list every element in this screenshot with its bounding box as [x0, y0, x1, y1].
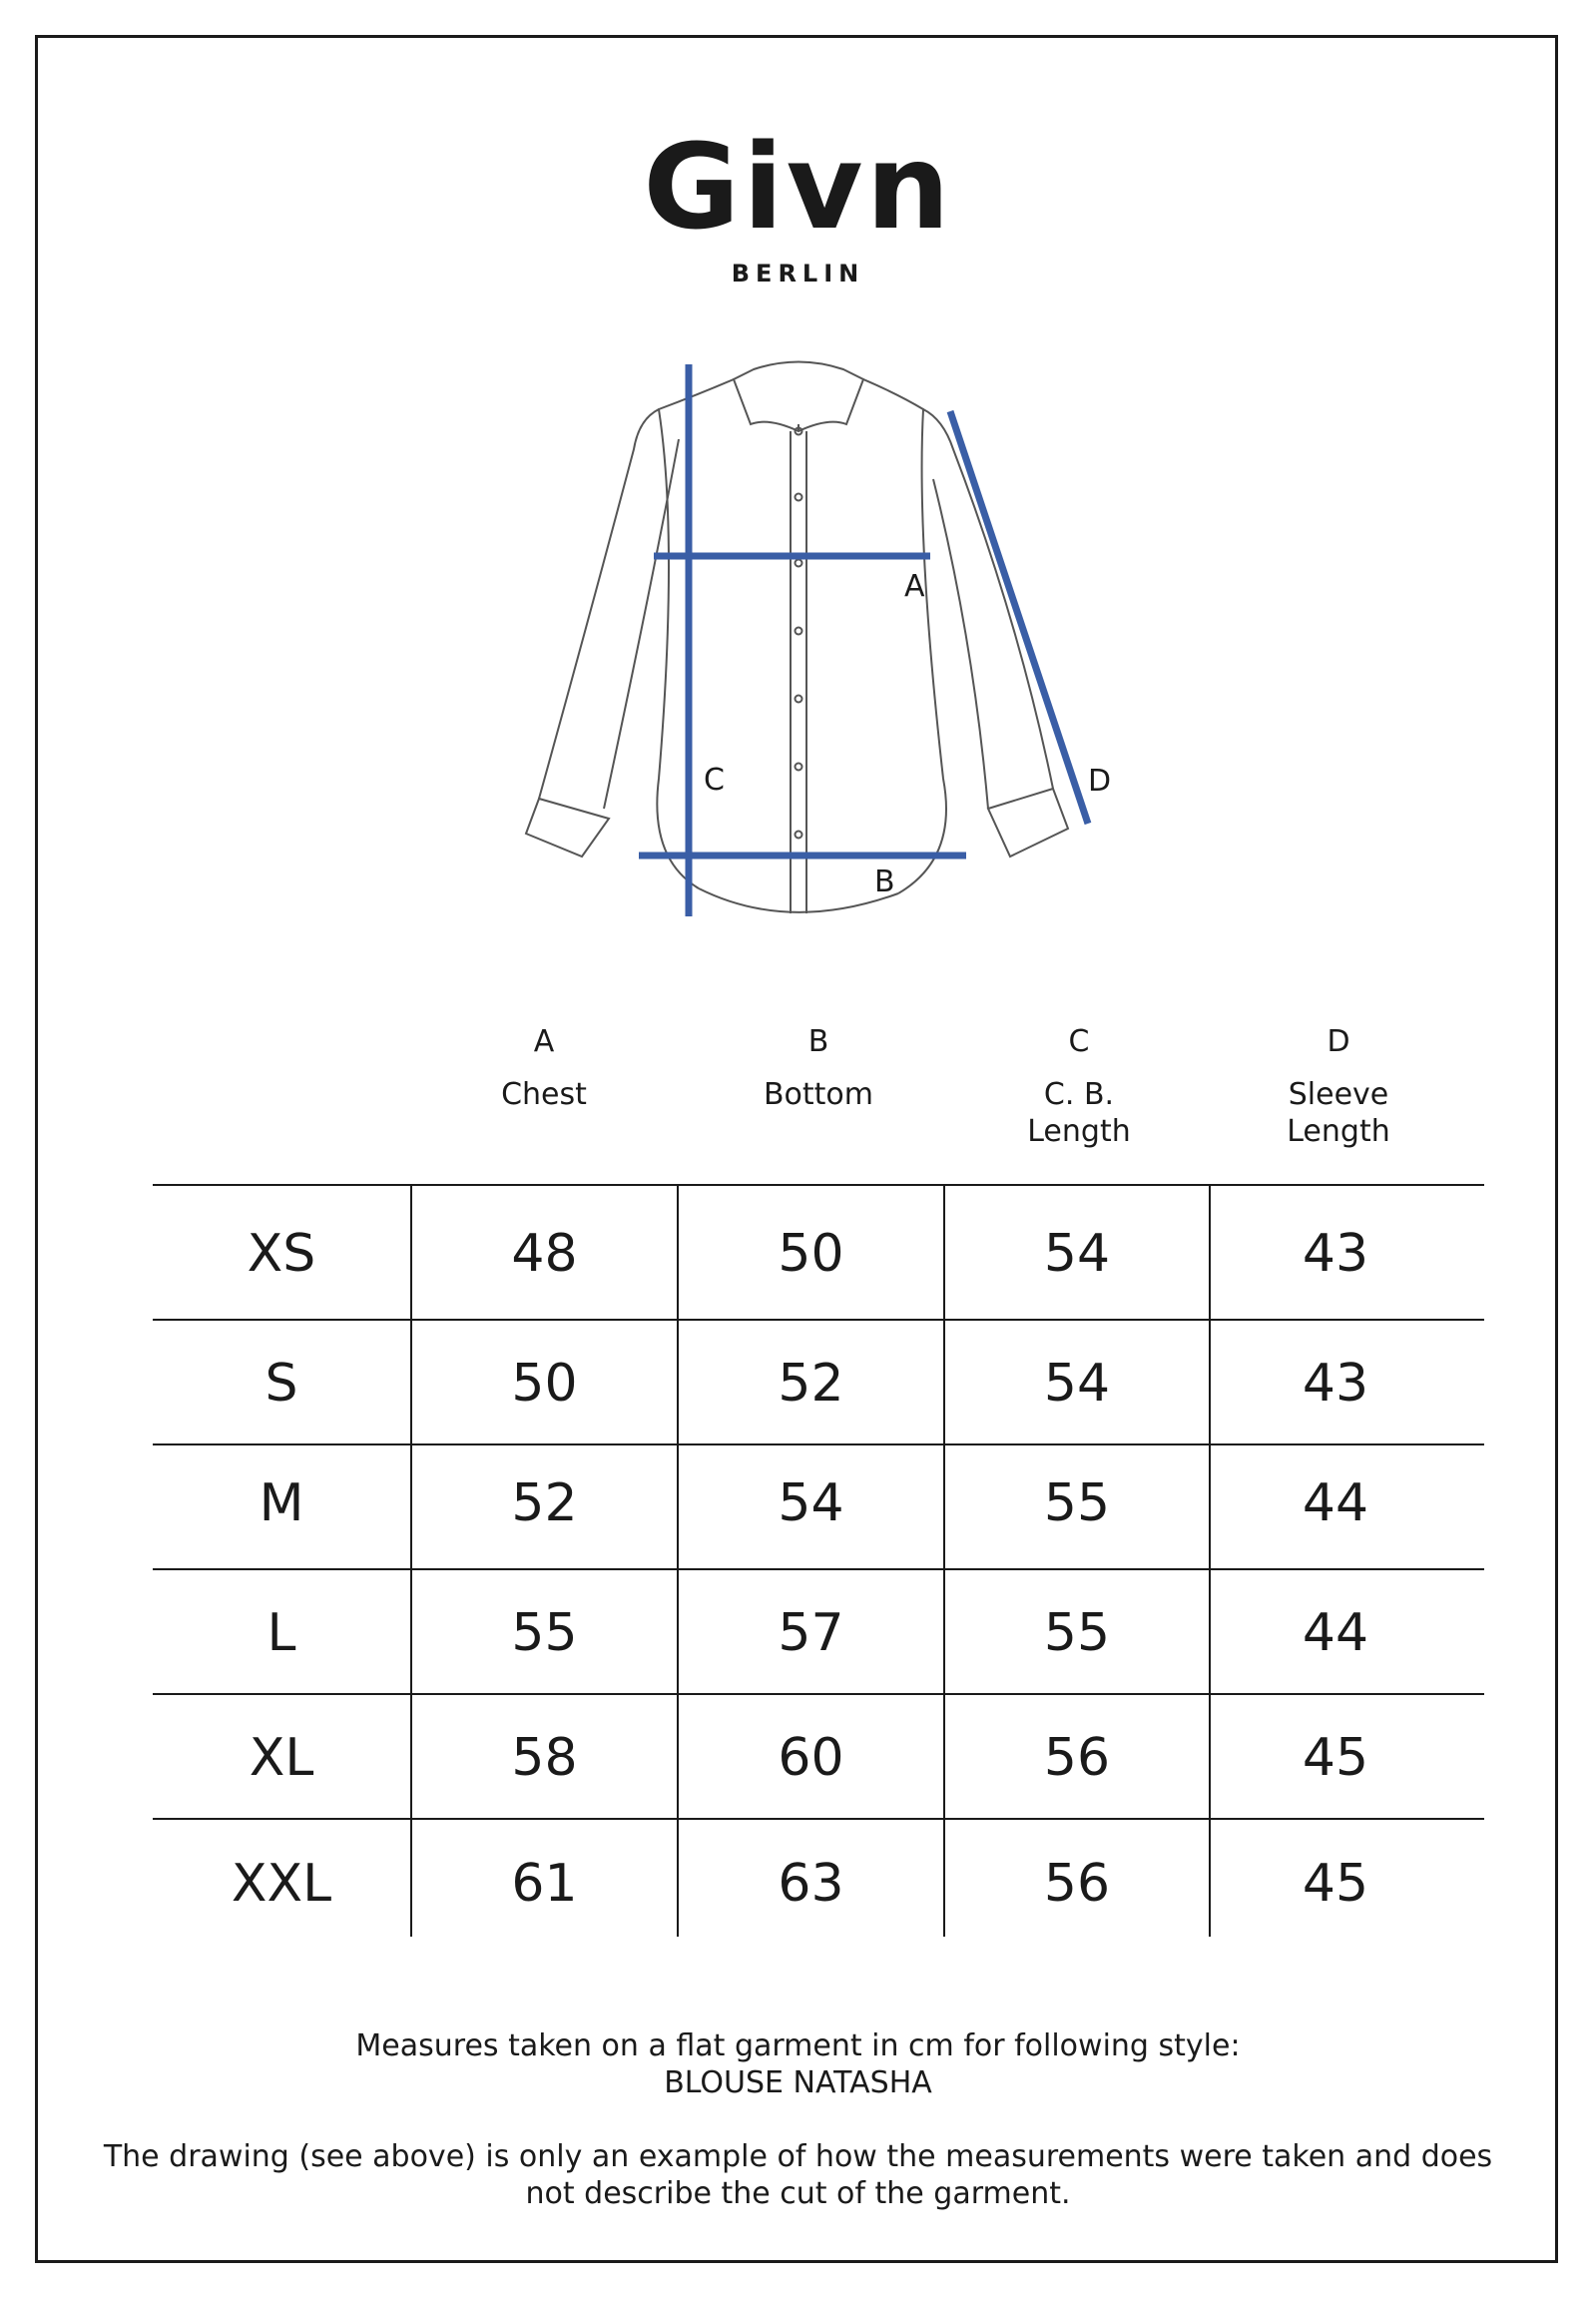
table-cell: 43	[1302, 1224, 1369, 1284]
table-divider	[410, 1185, 412, 1937]
size-label: L	[266, 1603, 296, 1663]
table-cell: 52	[511, 1473, 578, 1533]
table-cell: 50	[511, 1354, 578, 1414]
column-name: Length	[1027, 1114, 1131, 1149]
column-name: Chest	[501, 1077, 587, 1112]
table-cell: 54	[778, 1473, 844, 1533]
column-name: C. B.	[1043, 1077, 1115, 1112]
table-cell: 61	[511, 1854, 578, 1914]
column-header-d	[1209, 1023, 1468, 1150]
table-rule	[153, 1693, 1484, 1695]
table-rule	[153, 1818, 1484, 1820]
size-label: XL	[249, 1728, 314, 1788]
table-cell: 56	[1043, 1854, 1111, 1914]
garment-diagram	[0, 0, 1596, 958]
table-cell: 55	[1043, 1473, 1111, 1533]
table-cell: 57	[778, 1603, 844, 1663]
column-letter: A	[533, 1024, 555, 1059]
table-divider	[1209, 1185, 1211, 1937]
note-disclaimer-line2: not describe the cut of the garment.	[525, 2176, 1071, 2211]
size-label: S	[265, 1354, 298, 1414]
table-cell: 48	[511, 1224, 578, 1284]
size-label: XXL	[231, 1854, 332, 1914]
table-rule	[153, 1443, 1484, 1445]
table-divider	[943, 1185, 945, 1937]
brand-city: BERLIN	[731, 260, 865, 288]
table-rule	[153, 1319, 1484, 1321]
note-measures: Measures taken on a flat garment in cm for following style:	[355, 2028, 1241, 2063]
table-cell: 54	[1043, 1354, 1111, 1414]
table-cell: 44	[1302, 1603, 1369, 1663]
table-cell: 55	[511, 1603, 578, 1663]
diagram-label-b: B	[874, 864, 895, 899]
brand-logo: Givn	[643, 118, 953, 256]
column-letter: C	[1068, 1024, 1090, 1059]
diagram-label-d: D	[1088, 764, 1112, 799]
table-cell: 58	[511, 1728, 578, 1788]
column-header-c	[949, 1023, 1209, 1150]
table-cell: 63	[778, 1854, 844, 1914]
shirt-outline	[526, 362, 1068, 914]
column-letter: B	[807, 1024, 829, 1059]
table-cell: 55	[1043, 1603, 1111, 1663]
table-cell: 44	[1302, 1473, 1369, 1533]
diagram-label-a: A	[904, 569, 925, 604]
table-cell: 43	[1302, 1354, 1369, 1414]
table-cell: 56	[1043, 1728, 1111, 1788]
table-divider	[677, 1185, 679, 1937]
column-name: Sleeve	[1288, 1077, 1389, 1112]
note-disclaimer-line1: The drawing (see above) is only an example of how the measurements were taken and does	[103, 2139, 1493, 2174]
measure-lines	[639, 364, 1088, 916]
column-name: Bottom	[763, 1077, 874, 1112]
size-label: XS	[247, 1224, 316, 1284]
table-cell: 60	[778, 1728, 844, 1788]
table-cell: 52	[778, 1354, 844, 1414]
column-header-a	[414, 1023, 674, 1113]
table-cell: 45	[1302, 1854, 1369, 1914]
table-cell: 50	[778, 1224, 844, 1284]
diagram-label-c: C	[704, 763, 725, 798]
column-name: Length	[1287, 1114, 1390, 1149]
column-header-b	[689, 1023, 948, 1113]
note-style-name: BLOUSE NATASHA	[664, 2065, 932, 2100]
measure-line-d	[950, 411, 1088, 824]
table-rule	[153, 1184, 1484, 1186]
size-label: M	[259, 1473, 304, 1533]
table-cell: 54	[1043, 1224, 1111, 1284]
table-cell: 45	[1302, 1728, 1369, 1788]
table-rule	[153, 1568, 1484, 1570]
column-letter: D	[1327, 1024, 1350, 1059]
